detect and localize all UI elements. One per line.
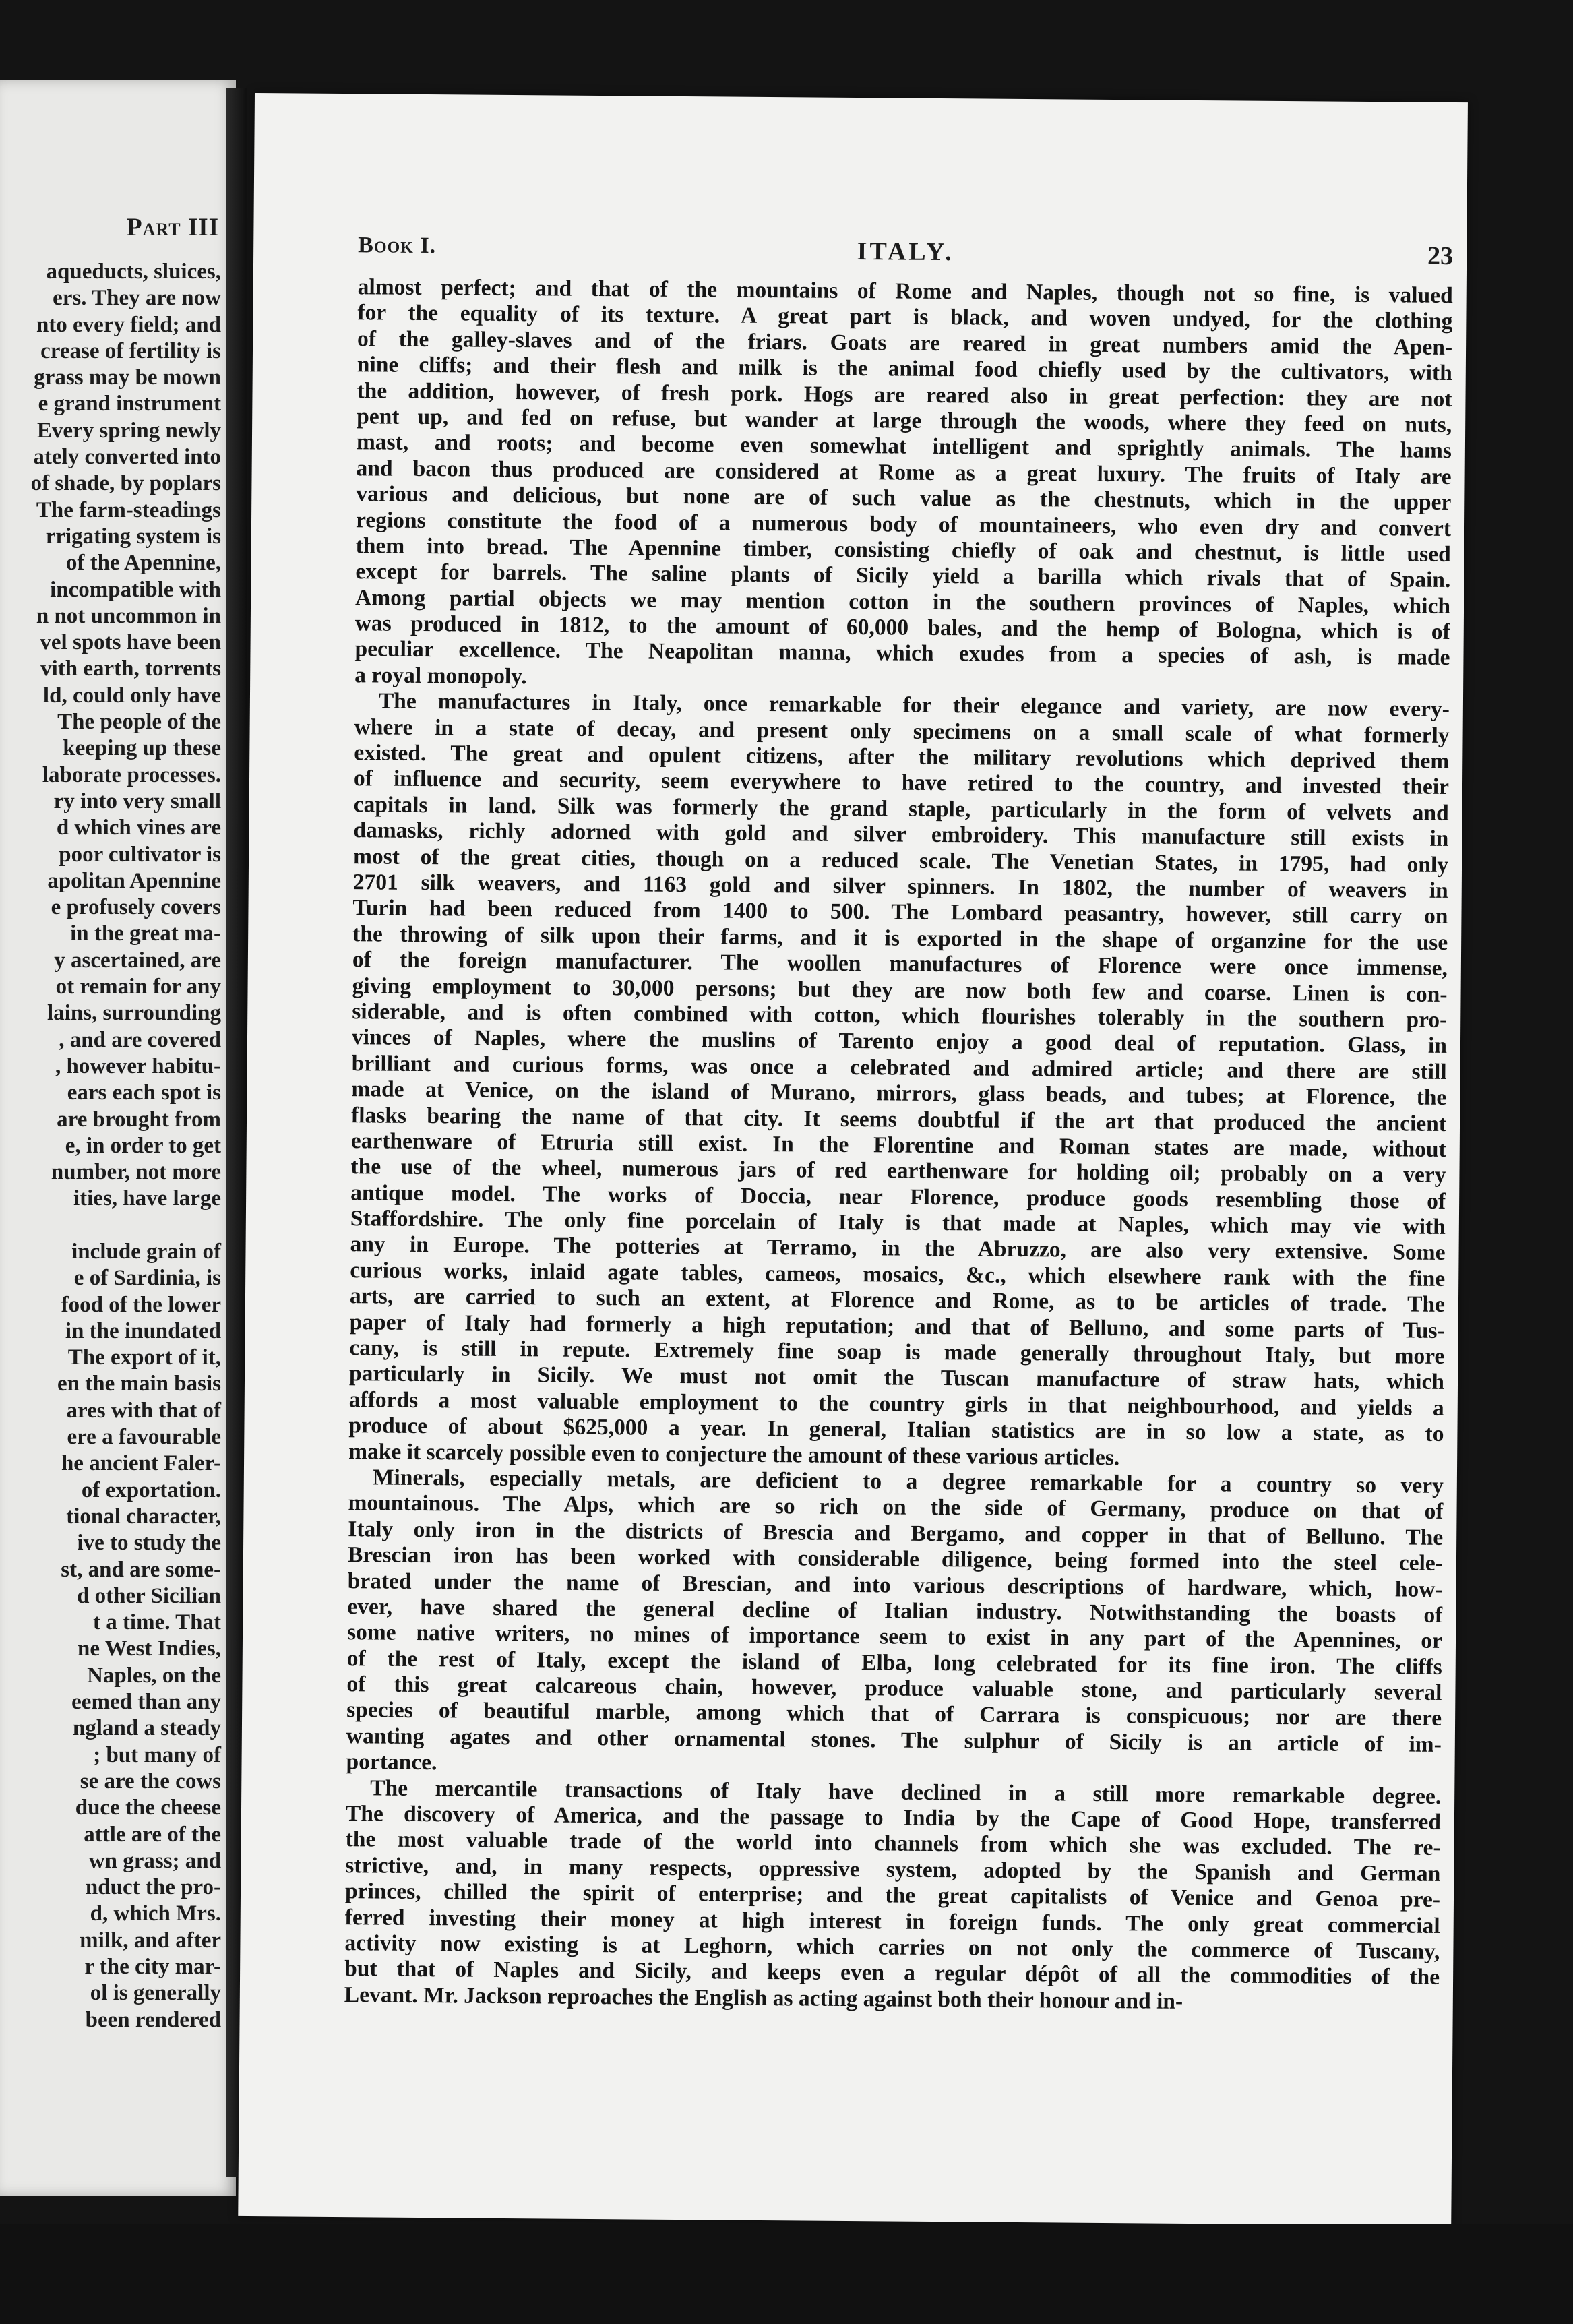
text-line: Staffordshire. The only fine porcelain of Italy is that made at Naples, which may vie with: [350, 1206, 1446, 1240]
text-line: flasks bearing the name of that city. It seems doubtful if the art that produced the ancient: [350, 1102, 1447, 1136]
text-line: the throwing of silk upon their farms, and it is exported in the shape of organzine for the use: [352, 921, 1448, 955]
text-line: Italy only iron in the districts of Brescia and Bergamo, and copper in that of Belluno. The: [348, 1516, 1444, 1550]
text-line: princes, chilled the spirit of enterprise; and the great capitalists of Venice and Genoa pre-: [344, 1878, 1441, 1913]
left-page-line: d other Sicilian: [77, 1583, 221, 1608]
text-line: existed. The great and opulent citizens, after the military revolutions which deprived them: [354, 740, 1450, 774]
scan-border: [0, 2224, 1573, 2324]
left-page-line: wn grass; and: [88, 1848, 221, 1873]
left-page-line: include grain of: [71, 1239, 221, 1264]
running-head: [358, 233, 1453, 272]
left-page-line: tional character,: [66, 1504, 221, 1529]
text-line: Among partial objects we may mention cotton in the southern provinces of Naples, which: [354, 584, 1451, 619]
left-page-line: , however habitu-: [55, 1053, 221, 1078]
left-page-line: y ascertained, are: [54, 948, 221, 973]
left-page-line: attle are of the: [84, 1822, 221, 1847]
text-line: made at Venice, on the island of Murano, mirrors, glass beads, and tubes; at Florence, the: [351, 1076, 1447, 1111]
left-page-line: se are the cows: [80, 1769, 221, 1794]
text-line: capitals in land. Silk was formerly the grand staple, particularly in the form of velvets and: [353, 791, 1449, 826]
left-page-line: r the city mar-: [84, 1955, 221, 1979]
text-line: except for barrels. The saline plants of Sicily yield a barilla which rivals that of Spain.: [355, 559, 1451, 593]
text-line: any in Europe. The potteries at Terramo, in the Abruzzo, are also very extensive. Some: [350, 1231, 1446, 1266]
left-page-line: ne West Indies,: [77, 1637, 221, 1661]
left-page-header: Part III: [127, 214, 220, 241]
left-page-line: n not uncommon in: [36, 603, 221, 628]
text-line: the addition, however, of fresh pork. Hogs are reared also in great perfection: they are not: [357, 377, 1452, 412]
text-line: regions constitute the food of a numerous body of mountaineers, who even dry and convert: [355, 507, 1452, 541]
left-page-line: ares with that of: [66, 1398, 221, 1423]
left-page-line: aqueducts, sluices,: [46, 259, 221, 284]
left-page-line: poor cultivator is: [59, 842, 221, 867]
left-page-line: grass may be mown: [34, 365, 221, 390]
left-page-line: ities, have large: [73, 1186, 221, 1211]
text-line: Turin had been reduced from 1400 to 500. The Lombard peasantry, however, still carry on: [352, 895, 1448, 929]
left-page-line: rrigating system is: [45, 524, 221, 549]
left-page-line: ; but many of: [93, 1742, 221, 1767]
left-page-line: The people of the: [57, 710, 221, 735]
text-line: of this great calcareous chain, however, produce valuable stone, and particularly several: [346, 1672, 1442, 1706]
left-page-line: ol is generally: [90, 1981, 221, 2006]
text-line: the most valuable trade of the world into channels from which she was excluded. The re-: [345, 1827, 1441, 1861]
text-line: some native writers, no mines of importance seem to exist in any part of the Apennines, or: [346, 1620, 1443, 1654]
left-page-line: keeping up these: [63, 736, 221, 761]
left-page-line: ld, could only have: [42, 683, 221, 708]
text-line: peculiar excellence. The Neapolitan manna, which exudes from a species of ash, is made: [354, 636, 1450, 671]
left-page-line: apolitan Apennine: [47, 868, 221, 893]
text-line: Levant. Mr. Jackson reproaches the English as acting against both their honour and in-: [344, 1982, 1183, 2014]
text-line: antique model. The works of Doccia, near Florence, produce goods resembling those of: [350, 1180, 1446, 1214]
left-page-line: duce the cheese: [75, 1796, 221, 1821]
text-line: of influence and security, seem everywhere to have retired to the country, and invested their: [353, 766, 1450, 800]
left-page-line: eemed than any: [71, 1690, 221, 1715]
left-page-line: are brought from: [57, 1107, 221, 1132]
left-page-line: Naples, on the: [87, 1663, 221, 1688]
text-line: but that of Naples and Sicily, and keeps even a regular dépôt of all the commodities of the: [344, 1956, 1440, 1990]
text-line: and bacon thus produced are considered at Rome as a great luxury. The fruits of Italy are: [356, 455, 1452, 489]
text-line: the use of the wheel, numerous jars of red earthenware for holding oil; probably on a very: [350, 1154, 1446, 1188]
left-page-line: ately converted into: [33, 445, 221, 470]
body-text: [344, 274, 1453, 2017]
left-page-line: t a time. That: [92, 1610, 221, 1635]
text-line: was produced in 1812, to the amount of 60,000 bales, and the hemp of Bologna, which is of: [354, 611, 1450, 645]
text-line: earthenware of Etruria still exist. In the Florentine and Roman states are made, without: [350, 1128, 1446, 1162]
text-line: of the foreign manufacturer. The woollen manufactures of Florence were once immense,: [352, 947, 1448, 981]
left-page-line: ry into very small: [53, 789, 221, 814]
left-page-line: of shade, by poplars: [30, 471, 221, 496]
left-page-line: ears each spot is: [67, 1080, 221, 1105]
paragraph: [354, 274, 1453, 697]
text-line: mast, and roots; and become even somewhat intelligent and sprightly animals. The hams: [356, 429, 1452, 464]
text-line: of the rest of Italy, except the island of Elba, long celebrated for its fine iron. The cliffs: [346, 1645, 1442, 1680]
left-page-line: lains, surrounding: [47, 1001, 221, 1026]
text-line: affords a most valuable employment to the country girls in that neighbourhood, and yields a: [348, 1386, 1444, 1421]
text-line: damasks, richly adorned with gold and silver embroidery. This manufacture still exists in: [353, 818, 1449, 852]
text-line: activity now existing is at Leghorn, which carries on not only the commerce of Tuscany,: [344, 1930, 1440, 1964]
text-line: make it scarcely possible even to conjecture the amount of these various articles.: [348, 1438, 1120, 1470]
left-page-line: in the great ma-: [70, 921, 221, 946]
left-page-line: ngland a steady: [72, 1716, 221, 1741]
left-page: [0, 80, 236, 2196]
text-line: portance.: [346, 1749, 437, 1775]
left-page-line: crease of fertility is: [40, 338, 221, 363]
text-line: almost perfect; and that of the mountains of Rome and Naples, though not so fine, is valued: [357, 274, 1453, 308]
left-page-line: e grand instrument: [38, 392, 221, 417]
left-page-text: [0, 259, 221, 2034]
left-page-line: ot remain for any: [55, 975, 221, 1000]
text-line: brilliant and curious forms, was once a celebrated and admired article; and there are still: [351, 1050, 1447, 1084]
left-page-line: of exportation.: [81, 1477, 221, 1502]
text-line: curious works, inlaid agate tables, cameos, mosaics, &c., which elsewhere rank with the fine: [350, 1258, 1446, 1291]
left-page-line: of the Apennine,: [65, 551, 221, 576]
text-line: cany, is still in repute. Extremely fine soap is made generally throughout Italy, but more: [349, 1335, 1445, 1369]
text-line: arts, are carried to such an extent, at Florence and Rome, as to be articles of trade. The: [349, 1283, 1446, 1318]
text-line: paper of Italy had formerly a high reputation; and that of Belluno, and some parts of Tus-: [349, 1309, 1445, 1343]
left-page-line: The farm-steadings: [36, 497, 221, 522]
page-number: 23: [1427, 241, 1454, 270]
text-line: most of the great cities, though on a reduced scale. The Venetian States, in 1795, had only: [352, 843, 1449, 878]
left-page-line: [0, 1213, 221, 1239]
left-page-line: vith earth, torrents: [40, 656, 221, 681]
text-line: where in a state of decay, and present only specimens on a small scale of what formerly: [354, 714, 1450, 748]
left-page-line: Every spring newly: [36, 418, 221, 443]
text-line: particularly in Sicily. We must not omit the Tuscan manufacture of straw hats, which: [348, 1361, 1445, 1395]
text-line: nine cliffs; and their flesh and milk is the animal food chiefly used by the cultivators, with: [357, 352, 1452, 386]
left-page-line: The export of it,: [67, 1345, 221, 1370]
text-line: The mercantile transactions of Italy have declined in a still more remarkable degree.: [370, 1775, 1442, 1809]
text-line: species of beautiful marble, among which that of Carrara is conspicuous; nor are there: [346, 1697, 1442, 1732]
left-page-line: ive to study the: [77, 1531, 221, 1556]
left-page-line: food of the lower: [61, 1292, 221, 1317]
left-page-line: ere a favourable: [67, 1425, 221, 1450]
text-line: various and delicious, but none are of such value as the chestnuts, which in the upper: [356, 481, 1452, 516]
left-page-line: nduct the pro-: [85, 1875, 221, 1900]
text-line: strictive, and, in many respects, oppressive system, adopted by the Spanish and German: [345, 1852, 1441, 1887]
text-line: siderable, and is often combined with cotton, which flourishes tolerably in the southern pro-: [352, 999, 1448, 1033]
left-page-line: nto every field; and: [36, 312, 221, 337]
text-line: giving employment to 30,000 persons; but they are now both few and coarse. Linen is con-: [352, 973, 1448, 1007]
left-page-line: e profusely covers: [51, 895, 221, 920]
left-page-line: d which vines are: [56, 816, 221, 840]
left-page-line: in the inundated: [65, 1318, 221, 1343]
page-title: ITALY.: [857, 237, 954, 267]
text-line: 2701 silk weavers, and 1163 gold and silver spinners. In 1802, the number of weavers in: [352, 869, 1448, 903]
text-line: The discovery of America, and the passage to India by the Cape of Good Hope, transferred: [345, 1801, 1442, 1835]
left-page-line: e of Sardinia, is: [73, 1266, 221, 1291]
left-page-line: incompatible with: [50, 577, 221, 602]
main-page: [238, 93, 1468, 2226]
paragraph: [346, 1465, 1444, 1783]
paragraph: [344, 1775, 1442, 2017]
book-label: Book I.: [358, 233, 437, 259]
left-page-line: laborate processes.: [42, 762, 221, 787]
left-page-line: d, which Mrs.: [90, 1901, 221, 1926]
text-line: vinces of Naples, where the muslins of Tarento enjoy a good deal of reputation. Glass, in: [351, 1025, 1448, 1059]
text-line: brated under the name of Brescian, and into various descriptions of hardware, which, how-: [347, 1568, 1443, 1602]
text-line: Brescian iron has been worked with considerable diligence, being formed into the steel cele-: [347, 1542, 1444, 1577]
left-page-line: ers. They are now: [53, 286, 221, 311]
text-line: for the equality of its texture. A great part is black, and woven undyed, for the clothing: [357, 300, 1453, 334]
left-page-line: st, and are some-: [61, 1557, 221, 1582]
left-page-line: been rendered: [85, 2007, 221, 2032]
text-line: of the galley-slaves and of the friars. Goats are reared in great numbers amid the Apen-: [357, 326, 1453, 360]
text-line: Minerals, especially metals, are deficient to a degree remarkable for a country so very: [372, 1465, 1444, 1498]
text-line: a royal monopoly.: [354, 663, 527, 690]
text-line: ferred investing their money at high interest in foreign funds. The only great commercial: [344, 1904, 1440, 1938]
text-line: pent up, and fed on refuse, but wander at large through the woods, where they feed on nuts,: [357, 404, 1452, 437]
text-line: The manufactures in Italy, once remarkable for their elegance and variety, are now every-: [378, 688, 1450, 723]
text-line: produce of about $625,000 a year. In general, Italian statistics are in so low a state, as to: [348, 1413, 1444, 1447]
left-page-line: e, in order to get: [65, 1133, 221, 1158]
left-page-line: number, not more: [51, 1160, 221, 1185]
text-line: ever, have shared the general decline of Italian industry. Notwithstanding the boasts of: [347, 1594, 1443, 1628]
left-page-line: milk, and after: [80, 1928, 221, 1953]
left-page-line: en the main basis: [57, 1372, 221, 1397]
text-line: them into bread. The Apennine timber, consisting chiefly of oak and chestnut, is little used: [355, 533, 1451, 567]
left-page-line: vel spots have been: [40, 630, 221, 655]
text-line: wanting agates and other ornamental stones. The sulphur of Sicily is an article of im-: [346, 1723, 1442, 1757]
left-page-line: he ancient Faler-: [61, 1451, 221, 1476]
text-line: mountainous. The Alps, which are so rich on the side of Germany, produce on that of: [348, 1490, 1444, 1525]
paragraph: [348, 688, 1450, 1473]
left-page-line: , and are covered: [59, 1027, 221, 1052]
